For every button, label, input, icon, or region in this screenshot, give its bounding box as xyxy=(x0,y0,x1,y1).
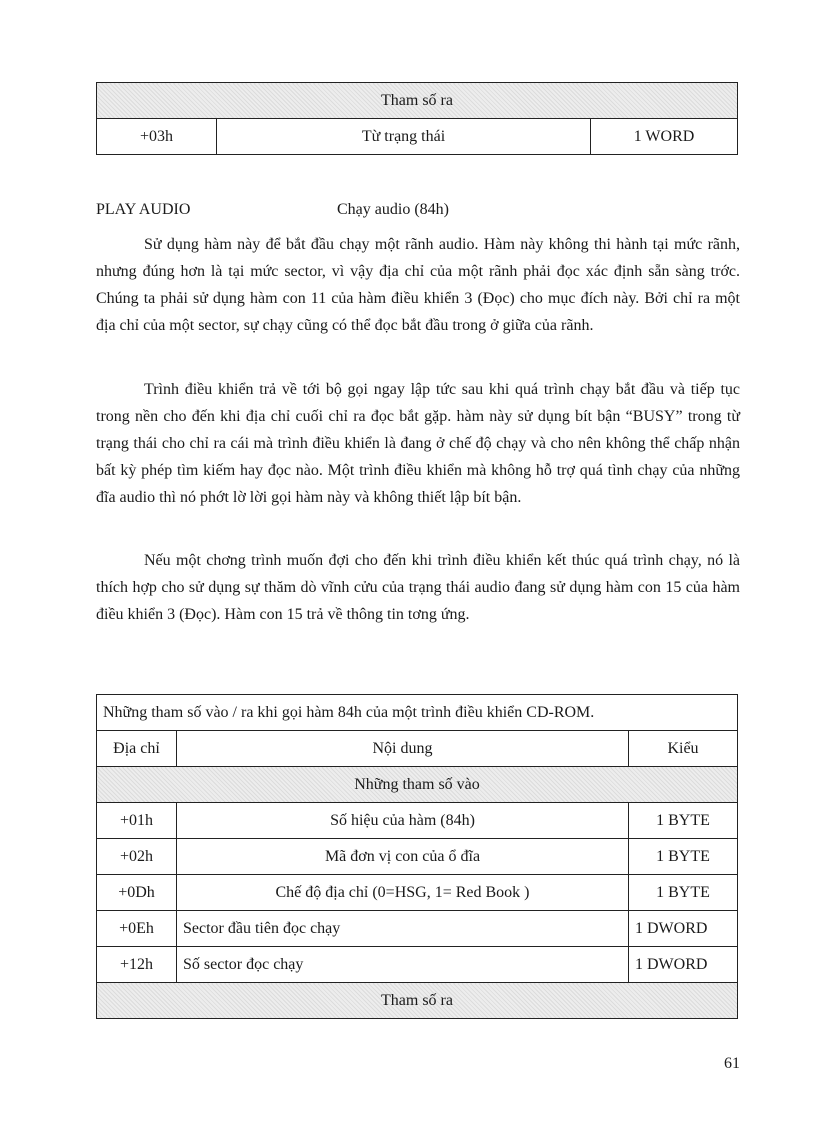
row-address: +12h xyxy=(97,947,177,983)
input-params-header-row xyxy=(97,767,738,803)
table-caption: Những tham số vào / ra khi gọi hàm 84h của một trình điều khiển CD-ROM. xyxy=(97,695,738,731)
row-content: Sector đầu tiên đọc chạy xyxy=(177,911,629,947)
row-address: +0Dh xyxy=(97,875,177,911)
table-header-row xyxy=(97,731,738,767)
page-number: 61 xyxy=(724,1055,740,1072)
column-header-content: Nội dung xyxy=(177,731,629,767)
row-address: +01h xyxy=(97,803,177,839)
paragraph: Sử dụng hàm này để bắt đầu chạy một rãnh audio. Hàm này không thi hành tại mức rãnh, nhưng đúng hơn là tại mức sector, vì vậy địa chỉ của một rãnh phải đọc xác định sẵn sàng trớc. Chúng ta phải sử dụng hàm con 11 của hàm điều khiển 3 (Đọc) cho mục đích này. Bởi chỉ ra một địa chỉ của một sector, sự chạy cũng có thể đọc bắt đầu trong ở giữa của rãnh. xyxy=(96,236,740,334)
row-address: +03h xyxy=(97,119,217,155)
row-type: 1 WORD xyxy=(591,119,738,155)
section-subtitle: Chạy audio (84h) xyxy=(337,201,449,218)
section-heading xyxy=(96,201,740,219)
input-params-header: Những tham số vào xyxy=(97,767,738,803)
table-row xyxy=(97,875,738,911)
output-params-header: Tham số ra xyxy=(97,983,738,1019)
table-caption-row xyxy=(97,695,738,731)
row-content: Từ trạng thái xyxy=(217,119,591,155)
table-row xyxy=(97,803,738,839)
table-row xyxy=(97,839,738,875)
row-type: 1 BYTE xyxy=(629,839,738,875)
row-content: Số sector đọc chạy xyxy=(177,947,629,983)
row-content: Mã đơn vị con của ổ đĩa xyxy=(177,839,629,875)
paragraph: Trình điều khiển trả về tới bộ gọi ngay lập tức sau khi quá trình chạy bắt đầu và tiếp tục trong nền cho đến khi địa chỉ cuối chỉ ra đọc bắt gặp. hàm này sử dụng bít bận “BUSY” trong từ trạng thái cho chỉ ra cái mà trình điều khiển là đang ở chế độ chạy và cho nên không thể chấp nhận bất kỳ phép tìm kiếm hay đọc nào. Một trình điều khiển mà không hỗ trợ quá tình chạy của những đĩa audio thì nó phớt lờ lời gọi hàm này và không thiết lập bít bận. xyxy=(96,381,740,506)
column-header-address: Địa chỉ xyxy=(97,731,177,767)
column-header-type: Kiểu xyxy=(629,731,738,767)
output-params-table xyxy=(96,82,738,155)
row-content: Số hiệu của hàm (84h) xyxy=(177,803,629,839)
row-type: 1 BYTE xyxy=(629,803,738,839)
output-params-header: Tham số ra xyxy=(97,83,738,119)
row-content: Chế độ địa chỉ (0=HSG, 1= Red Book ) xyxy=(177,875,629,911)
row-type: 1 DWORD xyxy=(629,947,738,983)
section-title: PLAY AUDIO xyxy=(96,201,191,218)
table-row xyxy=(97,947,738,983)
row-address: +0Eh xyxy=(97,911,177,947)
input-output-params-table xyxy=(96,694,738,1019)
row-address: +02h xyxy=(97,839,177,875)
paragraph: Nếu một chơng trình muốn đợi cho đến khi trình điều khiển kết thúc quá trình chạy, nó là thích hợp cho sử dụng sự thăm dò vĩnh cửu của trạng thái audio đang sử dụng hàm con 15 của hàm điều khiển 3 (Đọc). Hàm con 15 trả về thông tin tơng ứng. xyxy=(96,552,740,623)
output-params-header-row xyxy=(97,983,738,1019)
table-row xyxy=(97,119,738,155)
row-type: 1 DWORD xyxy=(629,911,738,947)
row-type: 1 BYTE xyxy=(629,875,738,911)
table-header-row xyxy=(97,83,738,119)
table-row xyxy=(97,911,738,947)
